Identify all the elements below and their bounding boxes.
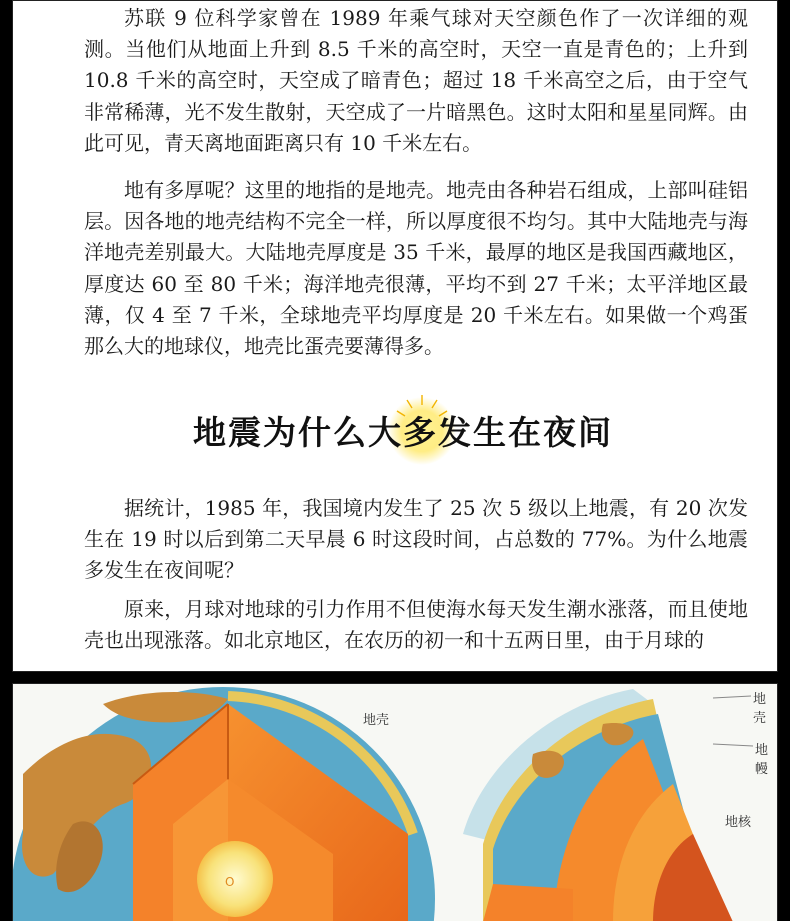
paragraph-earth-crust: 地有多厚呢？这里的地指的是地壳。地壳由各种岩石组成，上部叫硅铝层。因各地的地壳结构不完全一样，所以厚度很不均匀。其中大陆地壳与海洋地壳差别最大。大陆地壳厚度是 35 千米，最厚的地区是我国西藏地区，厚度达 60 至 80 千米；海洋地壳很薄，平均不到 27 千米；太平洋地区最薄，仅 4 至 7 千米，全球地壳平均厚度是 20 千米左右。如果做一个鸡蛋那么大的地球仪，地壳比蛋壳要薄得多。 xyxy=(84,178,748,359)
label-core-right: 地核 xyxy=(725,815,752,830)
section-heading: 地震为什么大多发生在夜间 xyxy=(193,413,613,452)
text-panel xyxy=(12,0,778,672)
label-mantle-right: 地幔 xyxy=(755,743,769,777)
earth-structure-illustration xyxy=(12,683,778,921)
earth-cutaway-drawing xyxy=(13,684,778,921)
svg-text:O: O xyxy=(225,875,235,889)
section-heading-block xyxy=(163,381,643,471)
label-pointers xyxy=(713,696,753,746)
label-crust-left: 地壳 xyxy=(363,713,390,728)
paragraph-sky-observation: 苏联 9 位科学家曾在 1989 年乘气球对天空颜色作了一次详细的观测。当他们从地面上升到 8.5 千米的高空时，天空一直是青色的；上升到 10.8 千米的高空时，天空成了暗青色；超过 18 千米高空之后，由于空气非常稀薄，光不发生散射，天空成了一片暗黑色。这时太阳和星星同辉。由此可见，青天离地面距离只有 10 千米左右。 xyxy=(84,6,748,155)
label-crust-right: 地壳 xyxy=(753,692,767,726)
right-layer-diagram xyxy=(463,689,733,921)
paragraph-earthquake-stats: 据统计，1985 年，我国境内发生了 25 次 5 级以上地震，有 20 次发生在 19 时以后到第二天早晨 6 时这段时间，占总数的 77%。为什么地震多发生在夜间呢？ xyxy=(84,496,748,583)
paragraph-moon-tides: 原来，月球对地球的引力作用不但使海水每天发生潮水涨落，而且使地壳也出现涨落。如北京地区，在农历的初一和十五两日里，由于月球的 xyxy=(84,597,748,653)
